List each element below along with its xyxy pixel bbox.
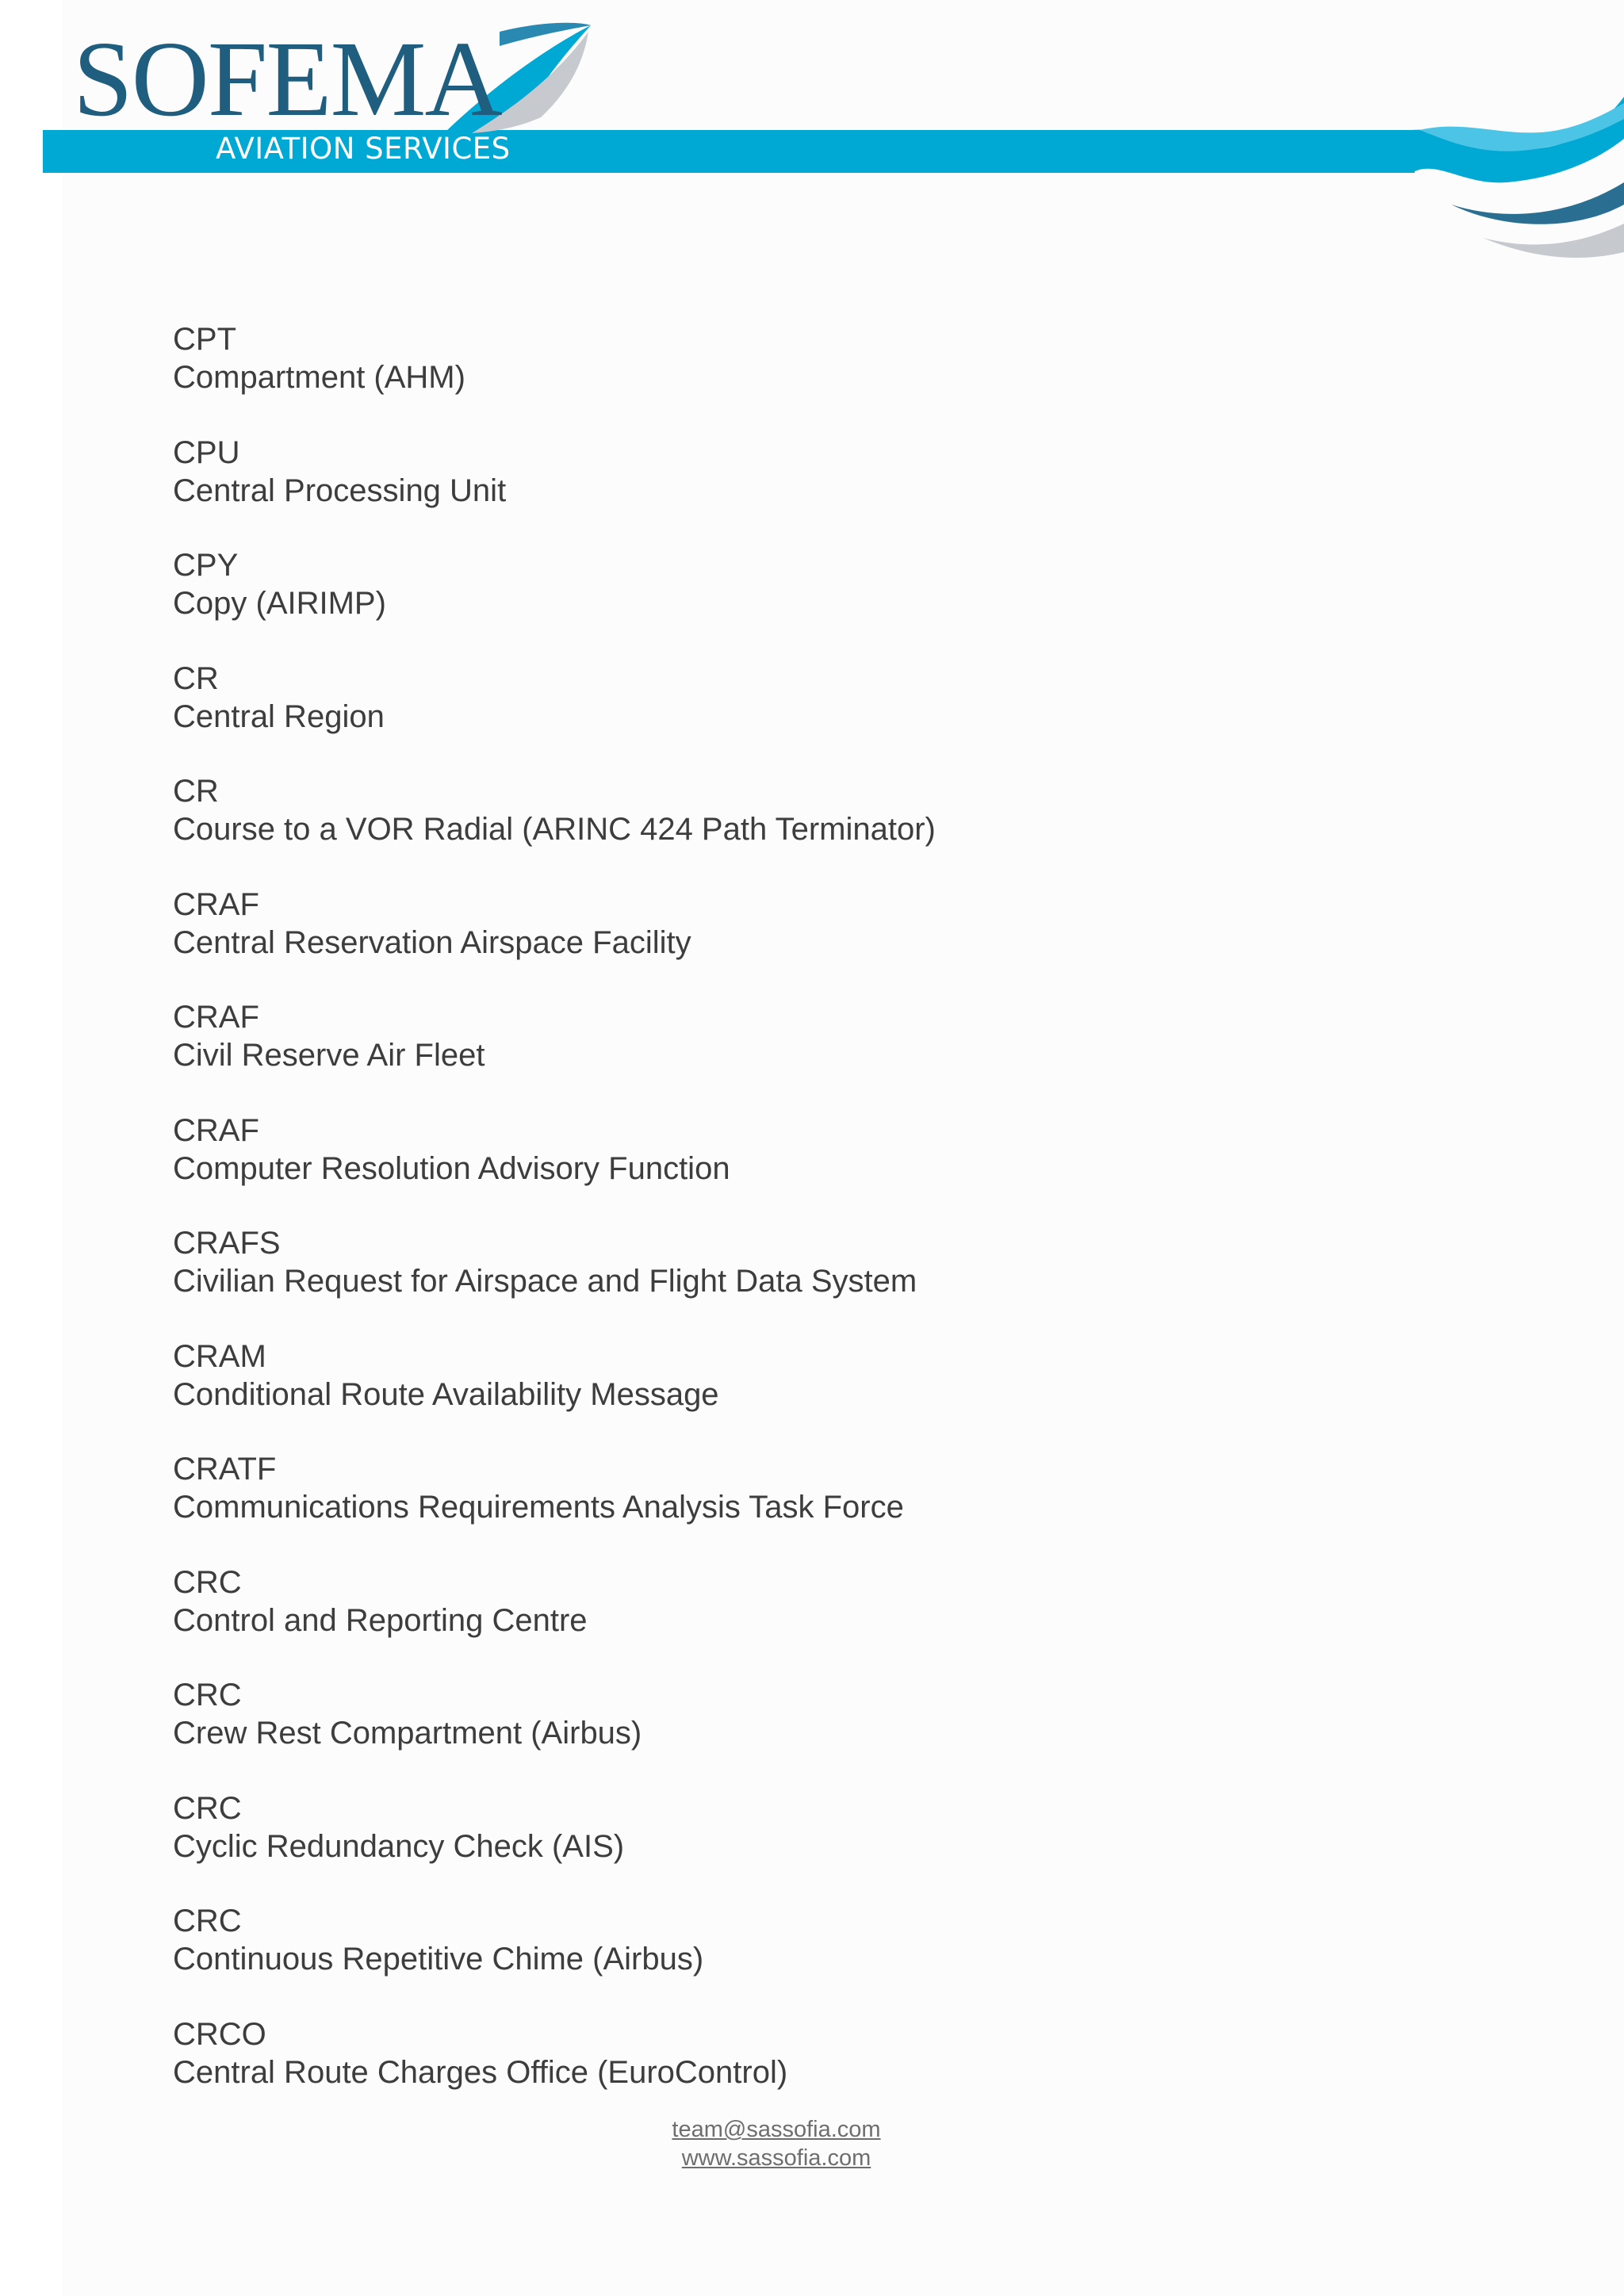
entry-definition: Civil Reserve Air Fleet	[173, 1038, 485, 1073]
entry-abbreviation: CRC	[173, 1564, 242, 1600]
entry-definition: Central Region	[173, 698, 385, 734]
glossary-entry	[173, 1450, 1442, 1563]
entry-definition: Cyclic Redundancy Check (AIS)	[173, 1828, 625, 1864]
ribbon-swoosh-silver	[1483, 224, 1624, 258]
entry-definition: Compartment (AHM)	[173, 360, 465, 395]
entry-definition: Continuous Repetitive Chime (Airbus)	[173, 1942, 704, 1976]
glossary-entry	[173, 886, 1442, 999]
entry-abbreviation: CRC	[173, 1678, 242, 1712]
entry-abbreviation: CRC	[173, 1904, 242, 1938]
footer-website-link[interactable]: www.sassofia.com	[681, 2145, 871, 2171]
glossary-entry	[173, 1563, 1442, 1677]
glossary-entry	[173, 772, 1442, 886]
page-header	[0, 0, 1624, 262]
entry-definition: Crew Rest Compartment (Airbus)	[173, 1716, 642, 1751]
ribbon-swoosh-dark	[1451, 182, 1624, 224]
entry-abbreviation: CRAM	[173, 1338, 266, 1374]
glossary-entry	[173, 1112, 1442, 1225]
entry-abbreviation: CR	[173, 774, 219, 809]
entry-definition: Central Processing Unit	[173, 473, 507, 508]
entry-abbreviation: CR	[173, 660, 219, 696]
entry-abbreviation: CPT	[173, 322, 236, 357]
glossary-entry	[173, 2015, 1442, 2129]
entry-abbreviation: CRATF	[173, 1452, 277, 1487]
entry-abbreviation: CPU	[173, 434, 240, 470]
glossary-entry	[173, 1224, 1442, 1337]
entry-definition: Copy (AIRIMP)	[173, 586, 386, 621]
entry-abbreviation: CRAFS	[173, 1226, 281, 1261]
glossary-entry	[173, 1337, 1442, 1451]
glossary-entry	[173, 1676, 1442, 1789]
entry-abbreviation: CRC	[173, 1790, 242, 1826]
entry-abbreviation: CRAF	[173, 1112, 259, 1148]
entry-abbreviation: CPY	[173, 548, 239, 583]
entry-definition: Course to a VOR Radial (ARINC 424 Path Terminator)	[173, 812, 936, 847]
glossary-entry	[173, 1789, 1442, 1903]
logo-wordmark: SOFEMA	[73, 20, 501, 139]
entry-abbreviation: CRCO	[173, 2016, 266, 2052]
entry-definition: Computer Resolution Advisory Function	[173, 1150, 730, 1186]
entry-definition: Conditional Route Availability Message	[173, 1376, 719, 1412]
glossary-entry	[173, 1902, 1442, 2015]
footer-email-link[interactable]: team@sassofia.com	[672, 2117, 881, 2142]
glossary-entry	[173, 998, 1442, 1112]
entry-definition: Control and Reporting Centre	[173, 1602, 588, 1638]
entry-definition: Central Route Charges Office (EuroControl)	[173, 2054, 788, 2090]
logo-tagline: AVIATION SERVICES	[216, 132, 511, 166]
glossary-list	[173, 320, 1442, 2128]
glossary-entry	[173, 660, 1442, 773]
entry-definition: Central Reservation Airspace Facility	[173, 924, 691, 960]
entry-definition: Civilian Request for Airspace and Flight Data System	[173, 1264, 917, 1299]
entry-abbreviation: CRAF	[173, 886, 259, 922]
glossary-entry	[173, 546, 1442, 660]
glossary-entry	[173, 434, 1442, 547]
glossary-entry	[173, 320, 1442, 434]
entry-abbreviation: CRAF	[173, 1000, 259, 1035]
entry-definition: Communications Requirements Analysis Task Force	[173, 1490, 904, 1525]
page-footer	[0, 2115, 1553, 2172]
